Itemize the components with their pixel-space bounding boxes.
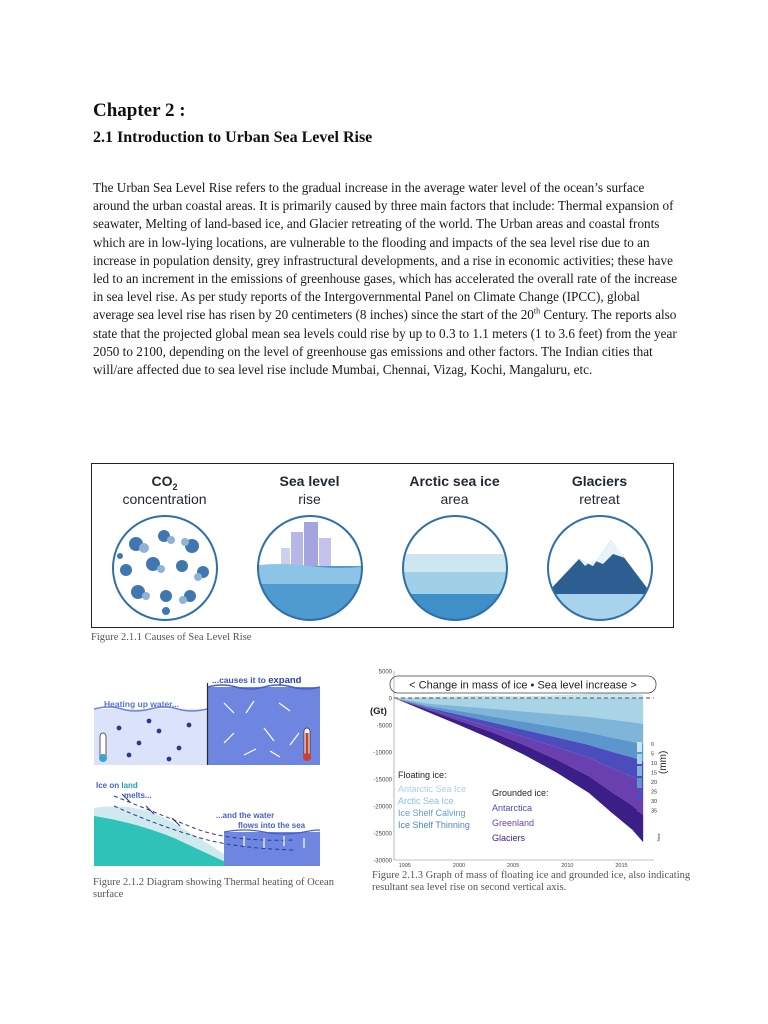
legend-grounded-item: Greenland <box>492 818 535 828</box>
y-tick-label: -5000 <box>376 723 392 730</box>
y-tick-label: 5000 <box>378 669 392 676</box>
sea-level-city-icon <box>251 514 369 622</box>
water-label-2: flows into the sea <box>238 821 306 830</box>
panel-co2-title: $CO_2$ <box>151 473 178 492</box>
y2-tick-label: 0 <box>651 742 655 748</box>
chart-header: < Change in mass of ice • Sea level increase > <box>409 679 637 692</box>
figure1-caption: Figure 2.1.1 Causes of Sea Level Rise <box>91 632 252 643</box>
legend-floating-item: Ice Shelf Calving <box>398 808 466 818</box>
arctic-ice-icon <box>396 514 514 622</box>
panel-co2 <box>92 464 237 627</box>
y2-tick-label: 25 <box>651 789 658 796</box>
figure2-caption: Figure 2.1.2 Diagram showing Thermal heating of Ocean surface <box>93 877 334 900</box>
legend-floating-item: Ice Shelf Thinning <box>398 820 470 830</box>
y2-color-bar <box>637 754 642 764</box>
body-superscript: th <box>533 307 541 317</box>
y2-axis-unit: (mm) <box>658 750 669 774</box>
x-tick-label: 2010 <box>561 863 574 869</box>
heating-label: Heating up water... <box>104 699 180 709</box>
legend-floating-item: Antarctic Sea Ice <box>398 784 467 794</box>
legend-grounded-item: Glaciers <box>492 833 526 843</box>
y-tick-label: -10000 <box>373 750 392 757</box>
y2-color-bar <box>637 790 642 800</box>
y2-tick-label: 15 <box>651 770 658 777</box>
co2-molecules-icon <box>106 514 224 622</box>
water-label-1: ...and the water <box>216 811 275 820</box>
y2-color-bar <box>637 802 642 812</box>
panel-sea-level-title: Sea level <box>279 473 340 489</box>
thermal-expansion-diagram <box>94 673 320 765</box>
y2-tick-label: 30 <box>651 799 658 805</box>
y-axis-unit: (Gt) <box>370 706 387 717</box>
ice-mass-chart <box>364 664 684 869</box>
y2-tick-label: 10 <box>651 761 658 767</box>
y-tick-label: -30000 <box>373 858 392 865</box>
panel-arctic-sea-ice <box>382 464 527 627</box>
melts-label: melts... <box>124 791 152 800</box>
y-tick-label: -15000 <box>373 777 392 784</box>
x-tick-label: 1995 <box>398 863 411 869</box>
x-tick-label: 2005 <box>507 863 520 869</box>
body-paragraph <box>93 179 683 379</box>
y-tick-label: -25000 <box>373 831 392 838</box>
legend-grounded-title: Grounded ice: <box>492 788 549 798</box>
panel-co2-subtitle: concentration <box>122 491 207 507</box>
x-tick-label: 2000 <box>452 863 466 869</box>
y2-color-bar <box>637 766 642 776</box>
y2-color-bar <box>637 742 642 752</box>
panel-arctic-title: Arctic sea ice <box>409 473 500 489</box>
body-part-1: The Urban Sea Level Rise refers to the gradual increase in the average water level of the ocean’s surface around the urban coastal areas. It is primarily caused by three main factors that include: Thermal expansion of seawater, Melting of land-based ice, and Glacier retreating of the world. The Urban areas and coastal fronts which are in low-lying locations, are vulnerable to the flooding and impacts of the sea level rise due to an increase in population density, grey infrastructural developments, and a rise in economic activities; these have led to an increment in the emissions of greenhouse gases, which has accelerated the overall rate of the increase in sea level rise. As per study reports of the Intergovernmental Panel on Climate Change (IPCC), global average sea level rise has risen by 20 centimeters (8 inches) since the start of the 20 <box>93 180 678 323</box>
panel-sea-level <box>237 464 382 627</box>
panel-glaciers-subtitle: retreat <box>579 491 620 507</box>
y-tick-label: -20000 <box>373 804 392 811</box>
panel-arctic-subtitle: area <box>440 491 469 507</box>
expand-label: ...causes it to expand <box>212 675 302 686</box>
y2-tick-label: 5 <box>651 751 655 758</box>
panel-glaciers-title: Glaciers <box>571 473 628 489</box>
legend-floating-title: Floating ice: <box>398 770 447 780</box>
y-tick-label: 0 <box>388 696 392 703</box>
ice-on-land-label: Ice on land <box>96 781 138 790</box>
total-label: Total <box>656 833 661 842</box>
glacier-mountain-icon <box>541 514 659 622</box>
y2-color-bar <box>637 814 642 824</box>
y2-tick-label: 35 <box>651 808 658 815</box>
land-ice-melt-diagram <box>94 776 320 866</box>
x-tick-label: 2015 <box>615 863 628 869</box>
chapter-title: Chapter 2 : <box>93 100 186 121</box>
figure3-caption: Figure 2.1.3 Graph of mass of floating ice and grounded ice, also indicating resultant sea level rise on second vertical axis. <box>372 870 691 893</box>
legend-floating-item: Arctic Sea Ice <box>398 796 454 806</box>
legend-grounded-item: Antarctica <box>492 803 533 813</box>
y2-color-bar <box>637 778 642 788</box>
section-title: 2.1 Introduction to Urban Sea Level Rise <box>93 129 373 146</box>
panel-glaciers <box>527 464 672 627</box>
figure-causes-of-sea-level-rise <box>91 463 674 628</box>
body-part-2: Century. The reports also state that the projected global mean sea levels could rise by up to 0.3 to 1.1 meters (1 to 3.6 feet) from the year 2050 to 2100, depending on the level of greenhouse gas emissions and other factors. The Indian cities that will/are affected due to sea level rise include Mumbai, Chennai, Vizag, Kochi, Mangaluru, etc. <box>93 307 677 378</box>
y2-tick-label: 20 <box>651 780 658 786</box>
panel-sea-level-subtitle: rise <box>298 491 321 507</box>
